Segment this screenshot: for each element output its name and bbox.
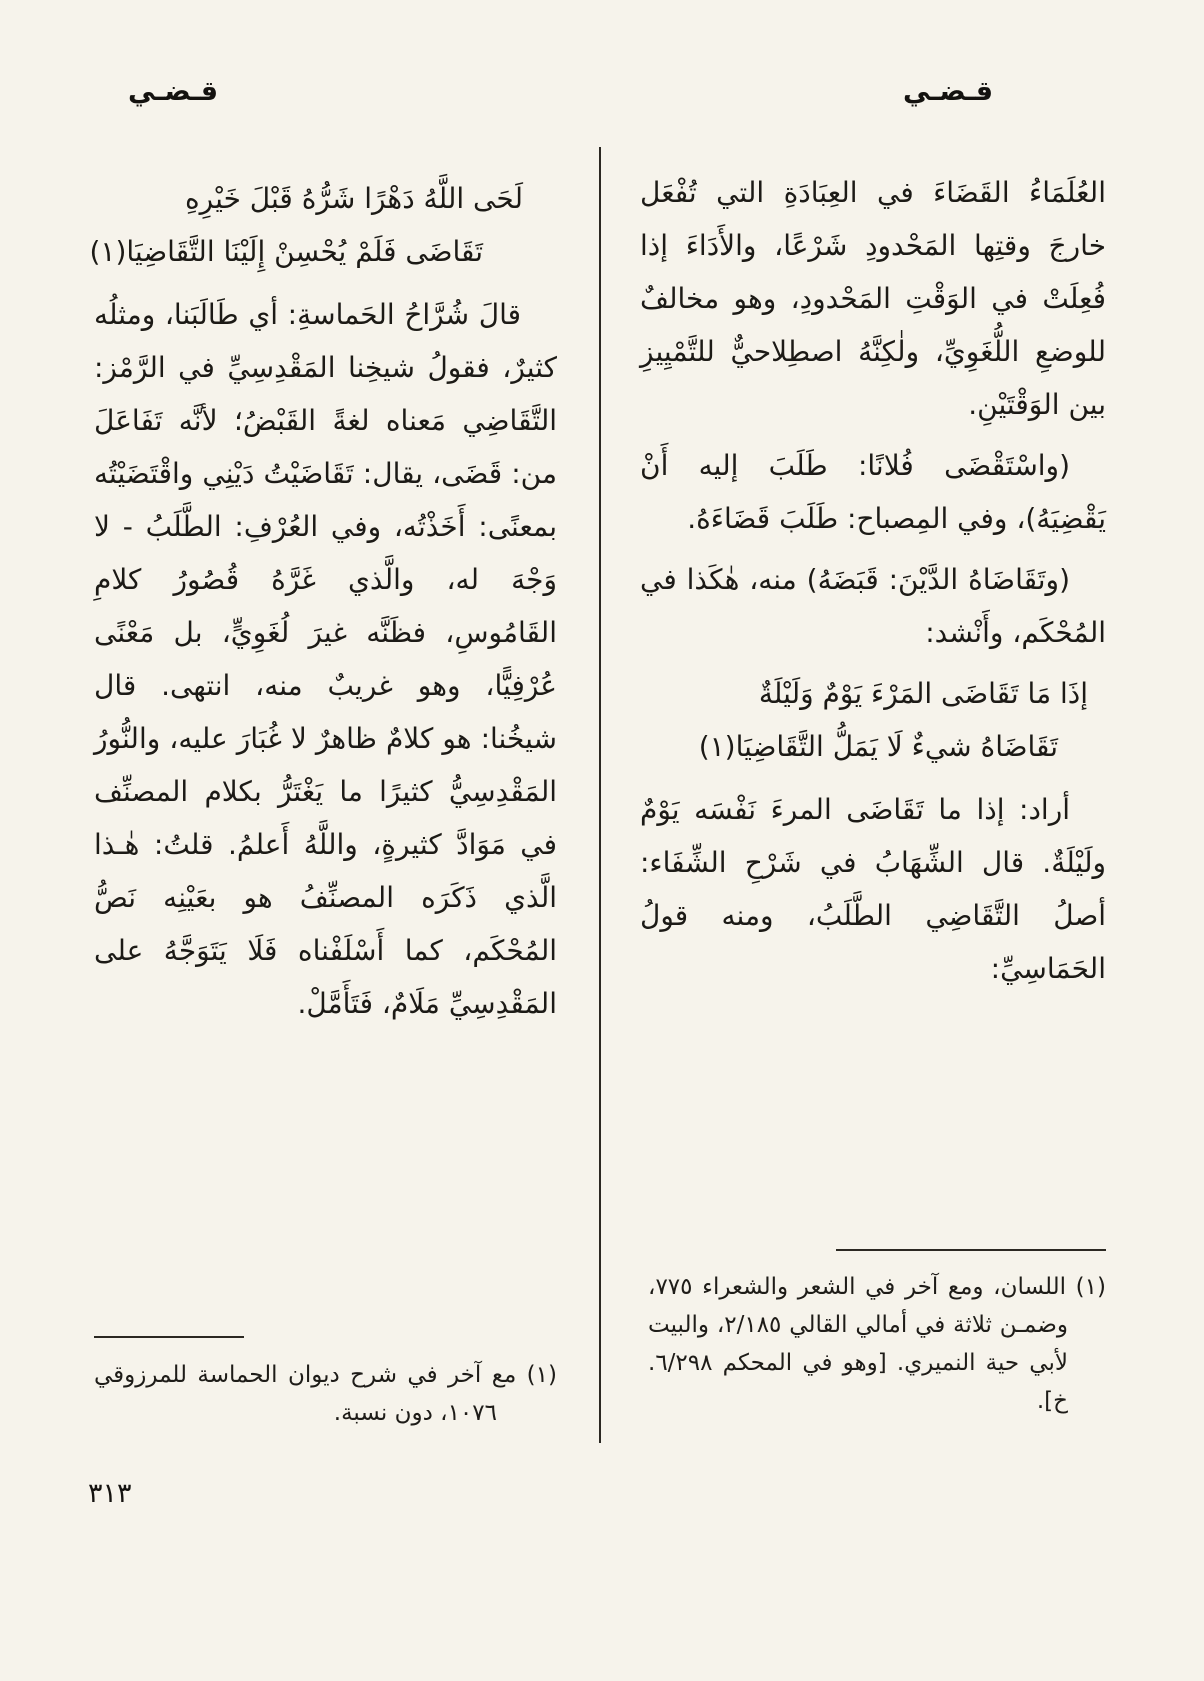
paragraph: (واسْتَقْضَى فُلانًا: طَلَبَ إليه أَنْ يَقْضِيَهُ)، وفي المِصباح: طَلَبَ قَضَاءَهُ. [640,449,1106,535]
column-divider-rule [599,147,601,1443]
right-column [640,166,1106,1003]
verse-line: تَقَاضَى فَلَمْ يُحْسِنْ إِلَيْنَا التَّقَاضِيَا(١) [89,235,483,268]
footnote-right-column: (١) اللسان، ومع آخر في الشعر والشعراء ٧٧٥، وضمـن ثلاثة في أمالي القالي ٢/١٨٥، والبيت لأبي حية النميري. [وهو في المحكم ٦/٢٩٨. خ]. [648,1274,1106,1414]
running-head-left: قـضـي [128,76,219,107]
left-column [89,166,557,1038]
paragraph: قالَ شُرَّاحُ الحَماسةِ: أي طَالَبَنا، ومثلُه كثيرٌ، فقولُ شيخِنا المَقْدِسِيِّ في الرَّمْز: التَّقَاضِي مَعناه لغةً القَبْضُ؛ لأنَّه تَفَاعَلَ من: قَضَى، يقال: تَقَاضَيْتُ دَيْنِي واقْتَضَيْتُه بمعنًى: أَخَذْتُه، وفي العُرْفِ: الطَّلَبُ - لا وَجْهَ له، والَّذي غَرَّهُ قُصُورُ كلامِ القَامُوسِ، فظَنَّه غيرَ لُغَوِيٍّ، بل مَعْنًى عُرْفِيًّا، وهو غريبٌ منه، انتهى. قال شيخُنا: هو كلامٌ ظاهرٌ لا غُبَارَ عليه، والنُّورُ المَقْدِسِيُّ كثيرًا ما يَغْتَرُّ بكلام المصنِّف في مَوَادَّ كثيرةٍ، واللَّهُ أَعلمُ. قلتُ: هٰـذا الَّذي ذَكَرَه المصنِّفُ هو بعَيْنِه نَصُّ المُحْكَم، كما أَسْلَفْناه فَلَا يَتَوَجَّهُ على المَقْدِسِيِّ مَلَامٌ، فَتَأَمَّلْ. [94,298,557,1020]
verse-line: لَحَى اللَّهُ دَهْرًا شَرُّهُ قَبْلَ خَيْرِهِ [185,182,523,215]
paragraph: أراد: إذا ما تَقَاضَى المرءَ نَفْسَه يَوْمٌ ولَيْلَةٌ. قال الشِّهَابُ في شَرْحِ الشِّفَاء: أصلُ التَّقَاضِي الطَّلَبُ، ومنه قولُ الحَمَاسِيِّ: [640,793,1106,985]
footnote-separator-rule [94,1336,244,1338]
footnote-left-column: (١) مع آخر في شرح ديوان الحماسة للمرزوقي ١٠٧٦، دون نسبة. [94,1362,557,1426]
verse-line: إذَا مَا تَقَاضَى المَرْءَ يَوْمٌ وَلَيْلَةٌ [758,677,1088,710]
paragraph: (وتَقَاضَاهُ الدَّيْنَ: قَبَضَهُ) منه، هٰكَذا في المُحْكَم، وأَنْشد: [640,563,1106,649]
verse-line: تَقَاضَاهُ شيءٌ لَا يَمَلُّ التَّقَاضِيَا(١) [698,730,1058,763]
paragraph: العُلَمَاءُ القَضَاءَ في العِبَادَةِ التي تُفْعَل خارجَ وقتِها المَحْدودِ شَرْعًا، والأَدَاءَ إذا فُعِلَتْ في الوَقْتِ المَحْدودِ، وهو مخالفٌ للوضعِ اللُّغَوِيِّ، ولٰكِنَّهُ اصطِلاحيٌّ للتَّمْيِيزِ بين الوَقْتَيْنِ. [640,176,1106,421]
page-number: ٣١٣ [88,1478,132,1509]
poetry-couplet [640,667,1106,773]
poetry-couplet [89,172,557,278]
footnote-separator-rule [836,1249,1106,1251]
running-head-right: قـضـي [903,76,994,107]
